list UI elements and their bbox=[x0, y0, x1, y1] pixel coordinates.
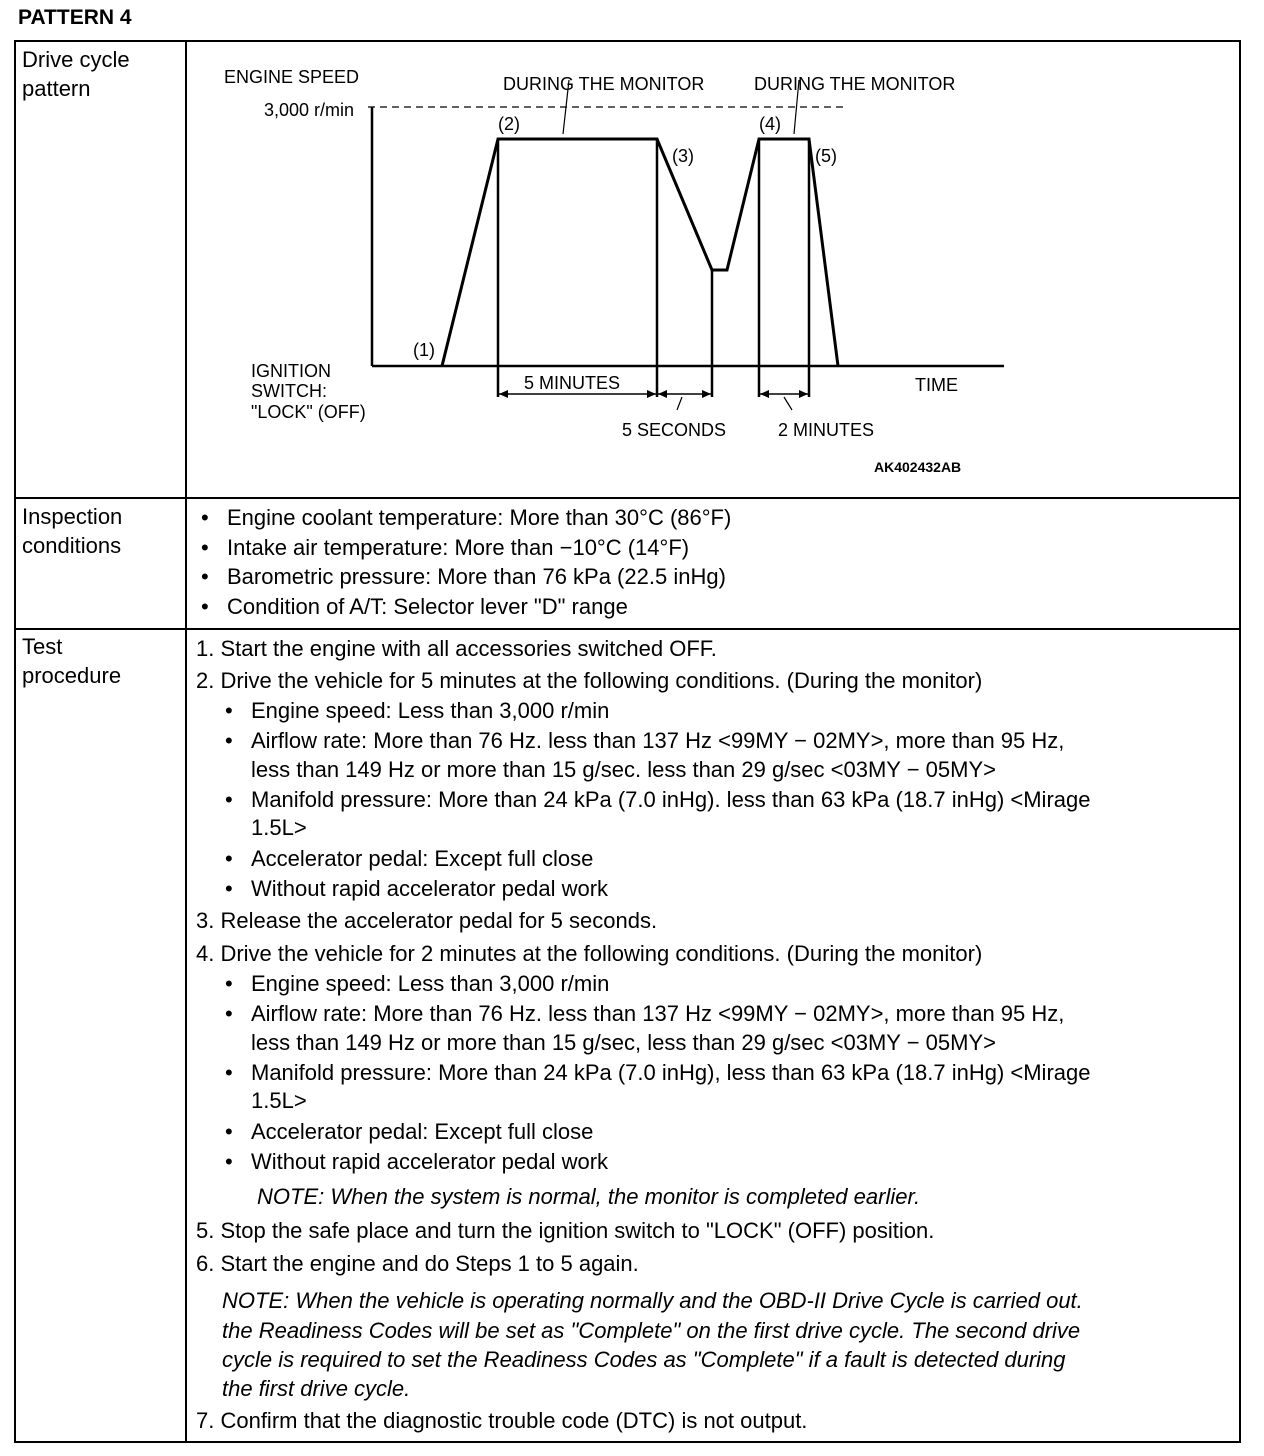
step4-rapid: • Without rapid accelerator pedal work bbox=[251, 1147, 608, 1177]
drive-cycle-table bbox=[14, 40, 1241, 1443]
step2-engine-speed: • Engine speed: Less than 3,000 r/min bbox=[251, 696, 609, 726]
ignition-label-line3: "LOCK" (OFF) bbox=[251, 402, 366, 422]
procedure-step-2: 2. Drive the vehicle for 5 minutes at the following conditions. (During the monitor) bbox=[196, 668, 983, 693]
step2-manifold: • Manifold pressure: More than 24 kPa (7.0 inHg). less than 63 kPa (18.7 inHg) <Mirage bbox=[251, 785, 1090, 815]
step4-pedal: • Accelerator pedal: Except full close bbox=[251, 1117, 593, 1147]
note-system-normal: NOTE: When the system is normal, the monitor is completed earlier. bbox=[257, 1184, 921, 1209]
inspection-item: • Intake air temperature: More than −10°C (14°F) bbox=[227, 533, 689, 563]
step4-airflow: • Airflow rate: More than 76 Hz. less than 137 Hz <99MY − 02MY>, more than 95 Hz, bbox=[251, 999, 1064, 1029]
inspection-item: • Condition of A/T: Selector lever "D" range bbox=[227, 592, 628, 622]
leader-line bbox=[784, 397, 792, 410]
two-minutes-label: 2 MINUTES bbox=[778, 420, 875, 440]
ignition-label-line2: SWITCH: bbox=[251, 381, 327, 401]
step4-engine-speed: • Engine speed: Less than 3,000 r/min bbox=[251, 969, 609, 999]
note-readiness-line: the first drive cycle. bbox=[222, 1376, 411, 1401]
step2-rapid: • Without rapid accelerator pedal work bbox=[251, 874, 608, 904]
row-divider bbox=[16, 628, 1239, 630]
page-title: PATTERN 4 bbox=[18, 6, 132, 29]
point-3-label: (3) bbox=[672, 146, 694, 166]
engine-speed-label: ENGINE SPEED bbox=[224, 67, 360, 87]
note-readiness-line: the Readiness Codes will be set as "Complete" on the first drive cycle. The second drive bbox=[222, 1318, 1081, 1343]
step4-manifold: • Manifold pressure: More than 24 kPa (7.0 inHg), less than 63 kPa (18.7 inHg) <Mirage bbox=[251, 1058, 1090, 1088]
step4-airflow-cont: less than 149 Hz or more than 15 g/sec, less than 29 g/sec <03MY − 05MY> bbox=[251, 1030, 996, 1055]
figure-id: AK402432AB bbox=[874, 459, 962, 475]
procedure-step-6: 6. Start the engine and do Steps 1 to 5 again. bbox=[196, 1251, 639, 1276]
point-4-label: (4) bbox=[759, 114, 781, 134]
procedure-label: Test procedure bbox=[22, 634, 122, 688]
five-seconds-label: 5 SECONDS bbox=[622, 420, 727, 440]
ignition-label-line1: IGNITION bbox=[251, 361, 331, 381]
during-monitor-label-2: DURING THE MONITOR bbox=[754, 74, 956, 94]
point-2-label: (2) bbox=[498, 114, 520, 134]
procedure-step-5: 5. Stop the safe place and turn the ignition switch to "LOCK" (OFF) position. bbox=[196, 1218, 935, 1243]
row-divider bbox=[16, 497, 1239, 499]
procedure-step-7: 7. Confirm that the diagnostic trouble code (DTC) is not output. bbox=[196, 1408, 808, 1433]
inspection-item: • Engine coolant temperature: More than 30°C (86°F) bbox=[227, 503, 731, 533]
five-minutes-label: 5 MINUTES bbox=[524, 373, 621, 393]
procedure-step-1: 1. Start the engine with all accessories switched OFF. bbox=[196, 636, 717, 661]
during-monitor-label-1: DURING THE MONITOR bbox=[503, 74, 705, 94]
step2-manifold-cont: 1.5L> bbox=[251, 815, 307, 840]
procedure-step-4: 4. Drive the vehicle for 2 minutes at the following conditions. (During the monitor) bbox=[196, 941, 983, 966]
leader-line bbox=[677, 397, 682, 410]
point-5-label: (5) bbox=[815, 146, 837, 166]
step4-manifold-cont: 1.5L> bbox=[251, 1088, 307, 1113]
step2-airflow: • Airflow rate: More than 76 Hz. less than 137 Hz <99MY − 02MY>, more than 95 Hz, bbox=[251, 726, 1064, 756]
step2-pedal: • Accelerator pedal: Except full close bbox=[251, 844, 593, 874]
inspection-label: Inspection conditions bbox=[22, 504, 123, 558]
column-divider bbox=[185, 42, 187, 1441]
engine-speed-profile bbox=[442, 139, 838, 366]
note-readiness-line: cycle is required to set the Readiness Codes as "Complete" if a fault is detected during bbox=[222, 1347, 1066, 1372]
step2-airflow-cont: less than 149 Hz or more than 15 g/sec. less than 29 g/sec <03MY − 05MY> bbox=[251, 757, 996, 782]
rpm-label: 3,000 r/min bbox=[264, 100, 355, 120]
point-1-label: (1) bbox=[413, 340, 435, 360]
drive-cycle-diagram bbox=[202, 42, 1240, 497]
time-axis-label: TIME bbox=[915, 375, 958, 395]
inspection-item: • Barometric pressure: More than 76 kPa (22.5 inHg) bbox=[227, 562, 726, 592]
drive-cycle-label: Drive cycle pattern bbox=[22, 47, 130, 101]
note-readiness-line: NOTE: When the vehicle is operating normally and the OBD-II Drive Cycle is carried out. bbox=[222, 1288, 1083, 1313]
procedure-step-3: 3. Release the accelerator pedal for 5 seconds. bbox=[196, 908, 658, 933]
